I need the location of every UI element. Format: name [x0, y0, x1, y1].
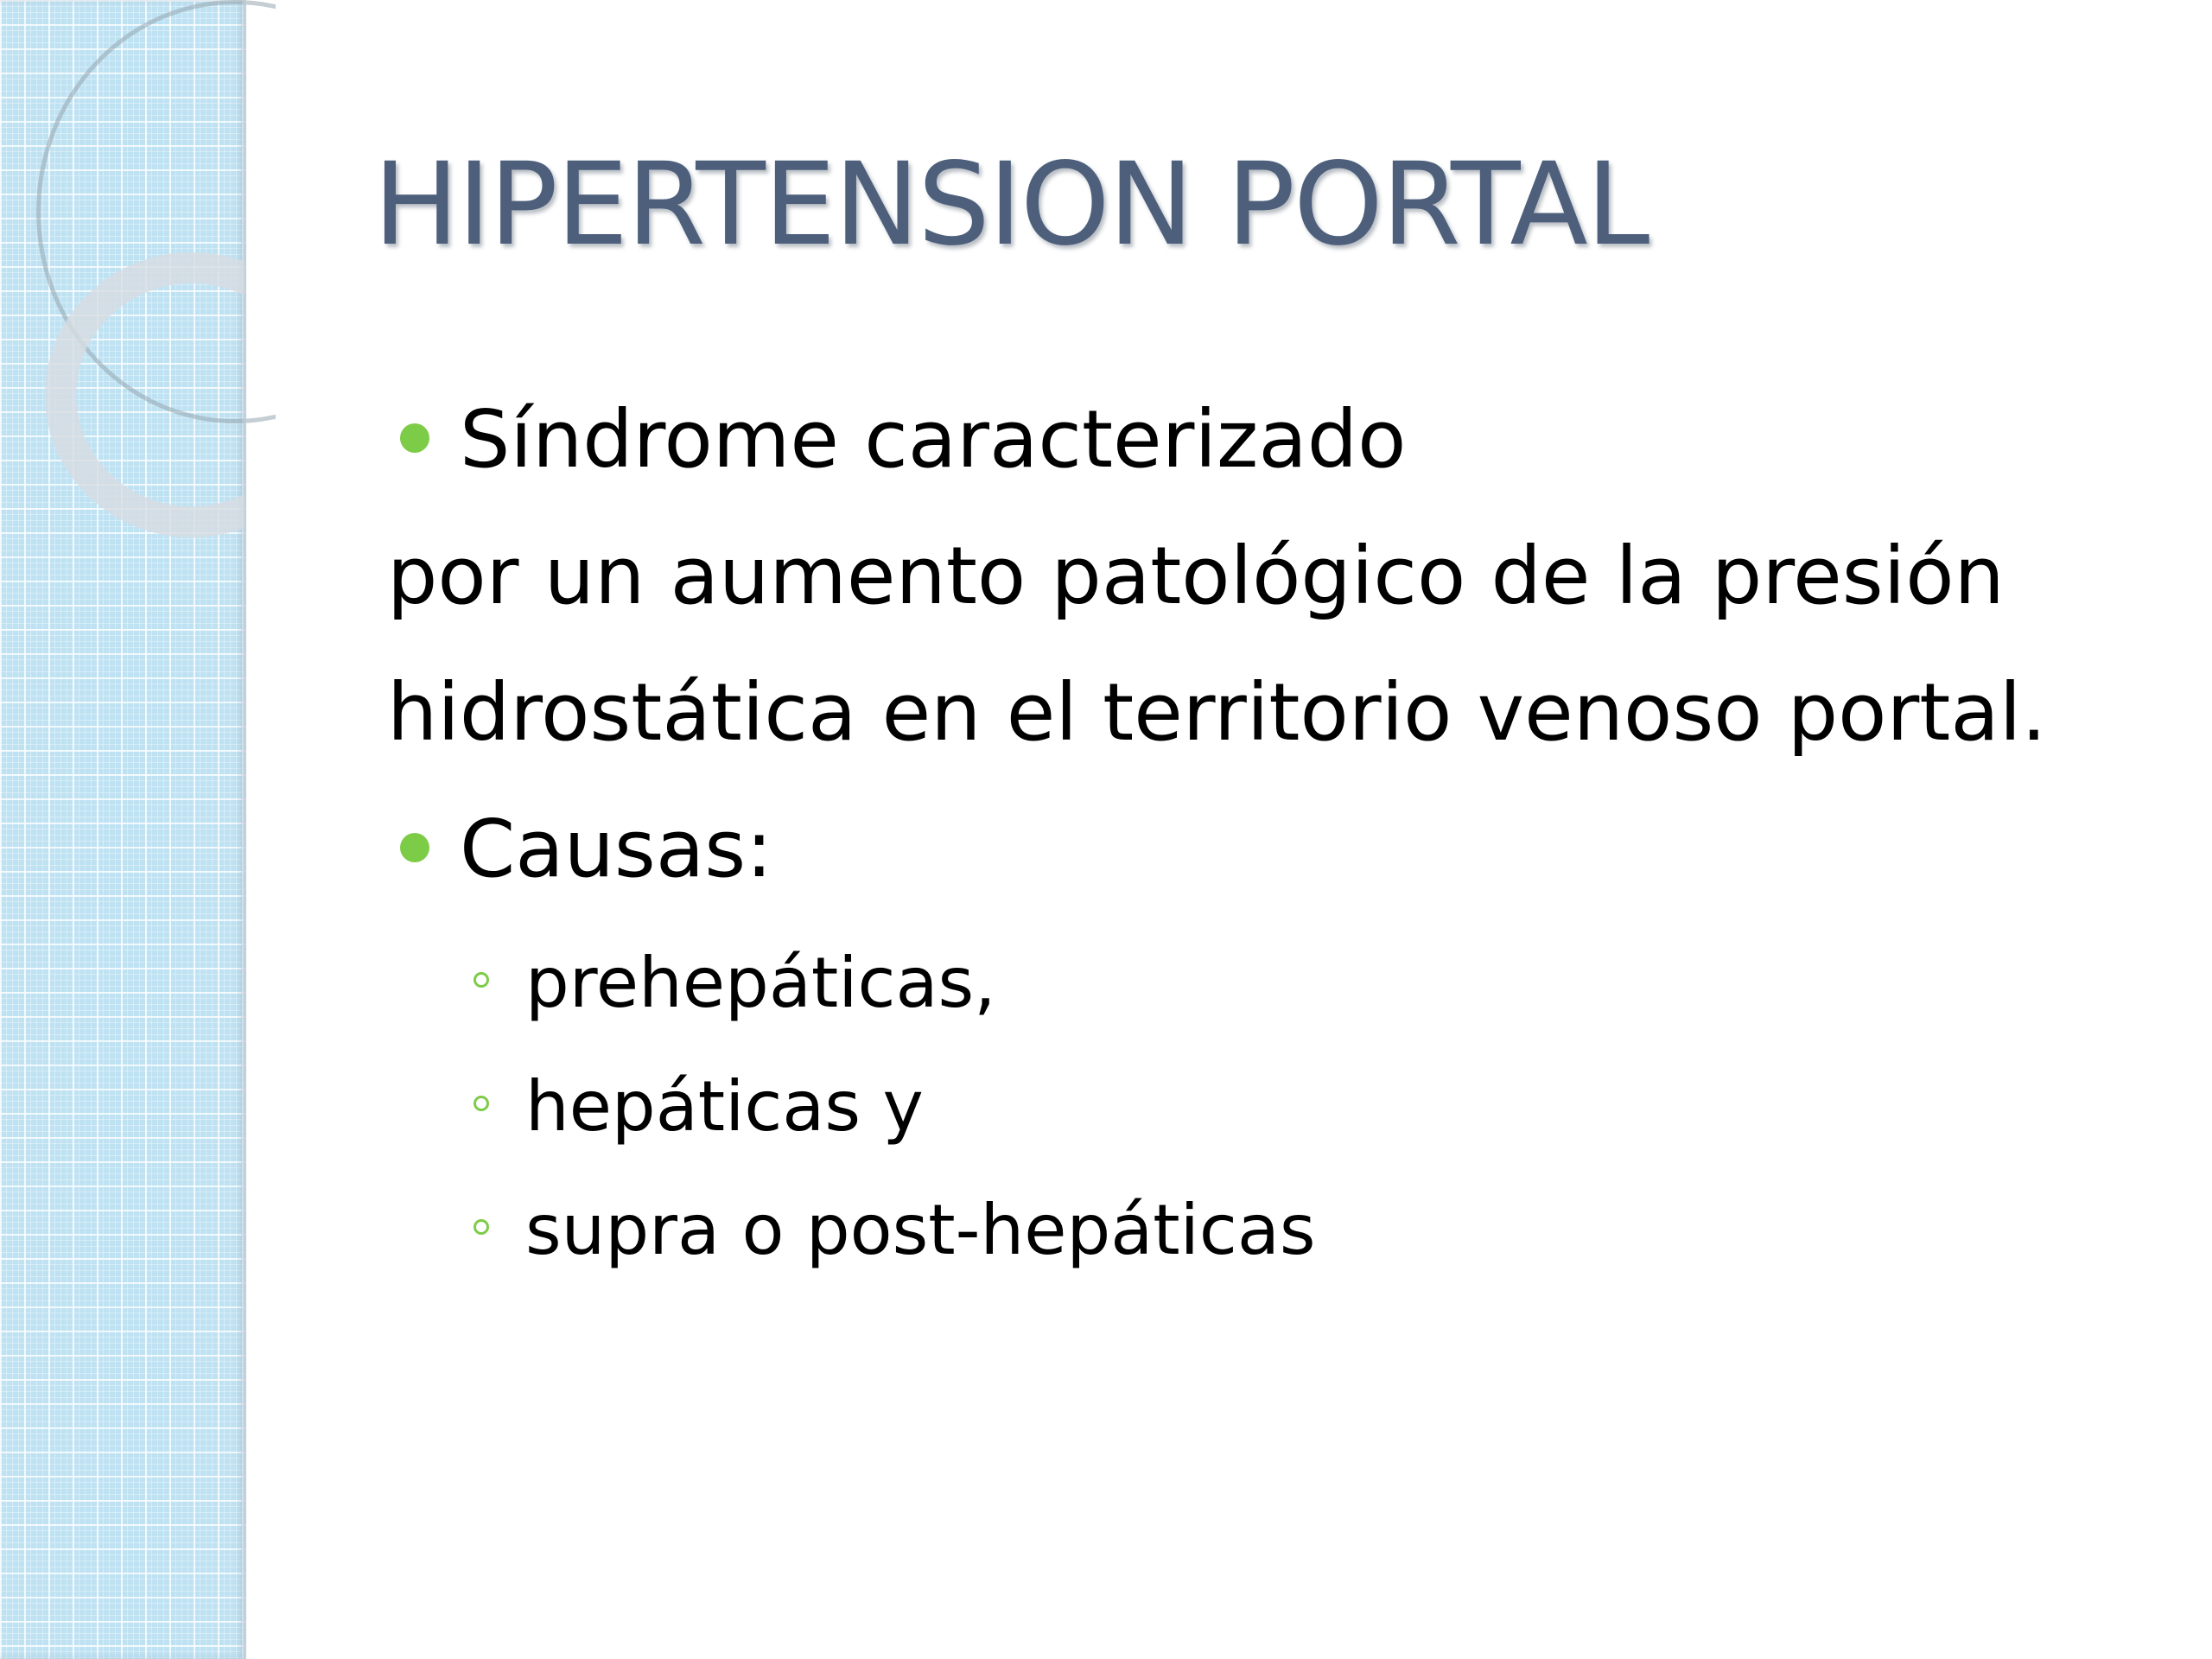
sub-bullet-item — [387, 1168, 2184, 1292]
bullet-continuation-line: hidrostática en el territorio venoso portal. — [387, 666, 2047, 759]
bullet-continuation-line: por un aumento patológico de la presión — [387, 530, 2005, 622]
sub-bullet-ring-icon — [474, 1219, 489, 1235]
sub-bullet-item — [387, 1045, 2184, 1168]
slide-title: HIPERTENSION PORTAL — [373, 138, 1649, 271]
bullet-item — [387, 372, 2184, 508]
sub-bullet-item — [387, 921, 2184, 1045]
sub-bullet-list — [387, 921, 2184, 1292]
sub-bullet-ring-icon — [474, 972, 489, 988]
decorative-side-band — [0, 0, 246, 1659]
bullet-item — [387, 781, 2184, 918]
slide-body — [387, 372, 2184, 1292]
sub-bullet-ring-icon — [474, 1096, 489, 1111]
sub-bullet-text: prehepáticas, — [525, 943, 996, 1023]
bullet-dot-icon — [400, 833, 429, 862]
sub-bullet-text: supra o post-hepáticas — [525, 1190, 1316, 1270]
decorative-ring-small — [45, 252, 339, 537]
bullet-text: Causas: — [460, 803, 773, 895]
sub-bullet-text: hepáticas y — [525, 1066, 924, 1147]
bullet-dot-icon — [400, 423, 429, 453]
bullet-text: Síndrome caracterizado — [460, 393, 1407, 486]
